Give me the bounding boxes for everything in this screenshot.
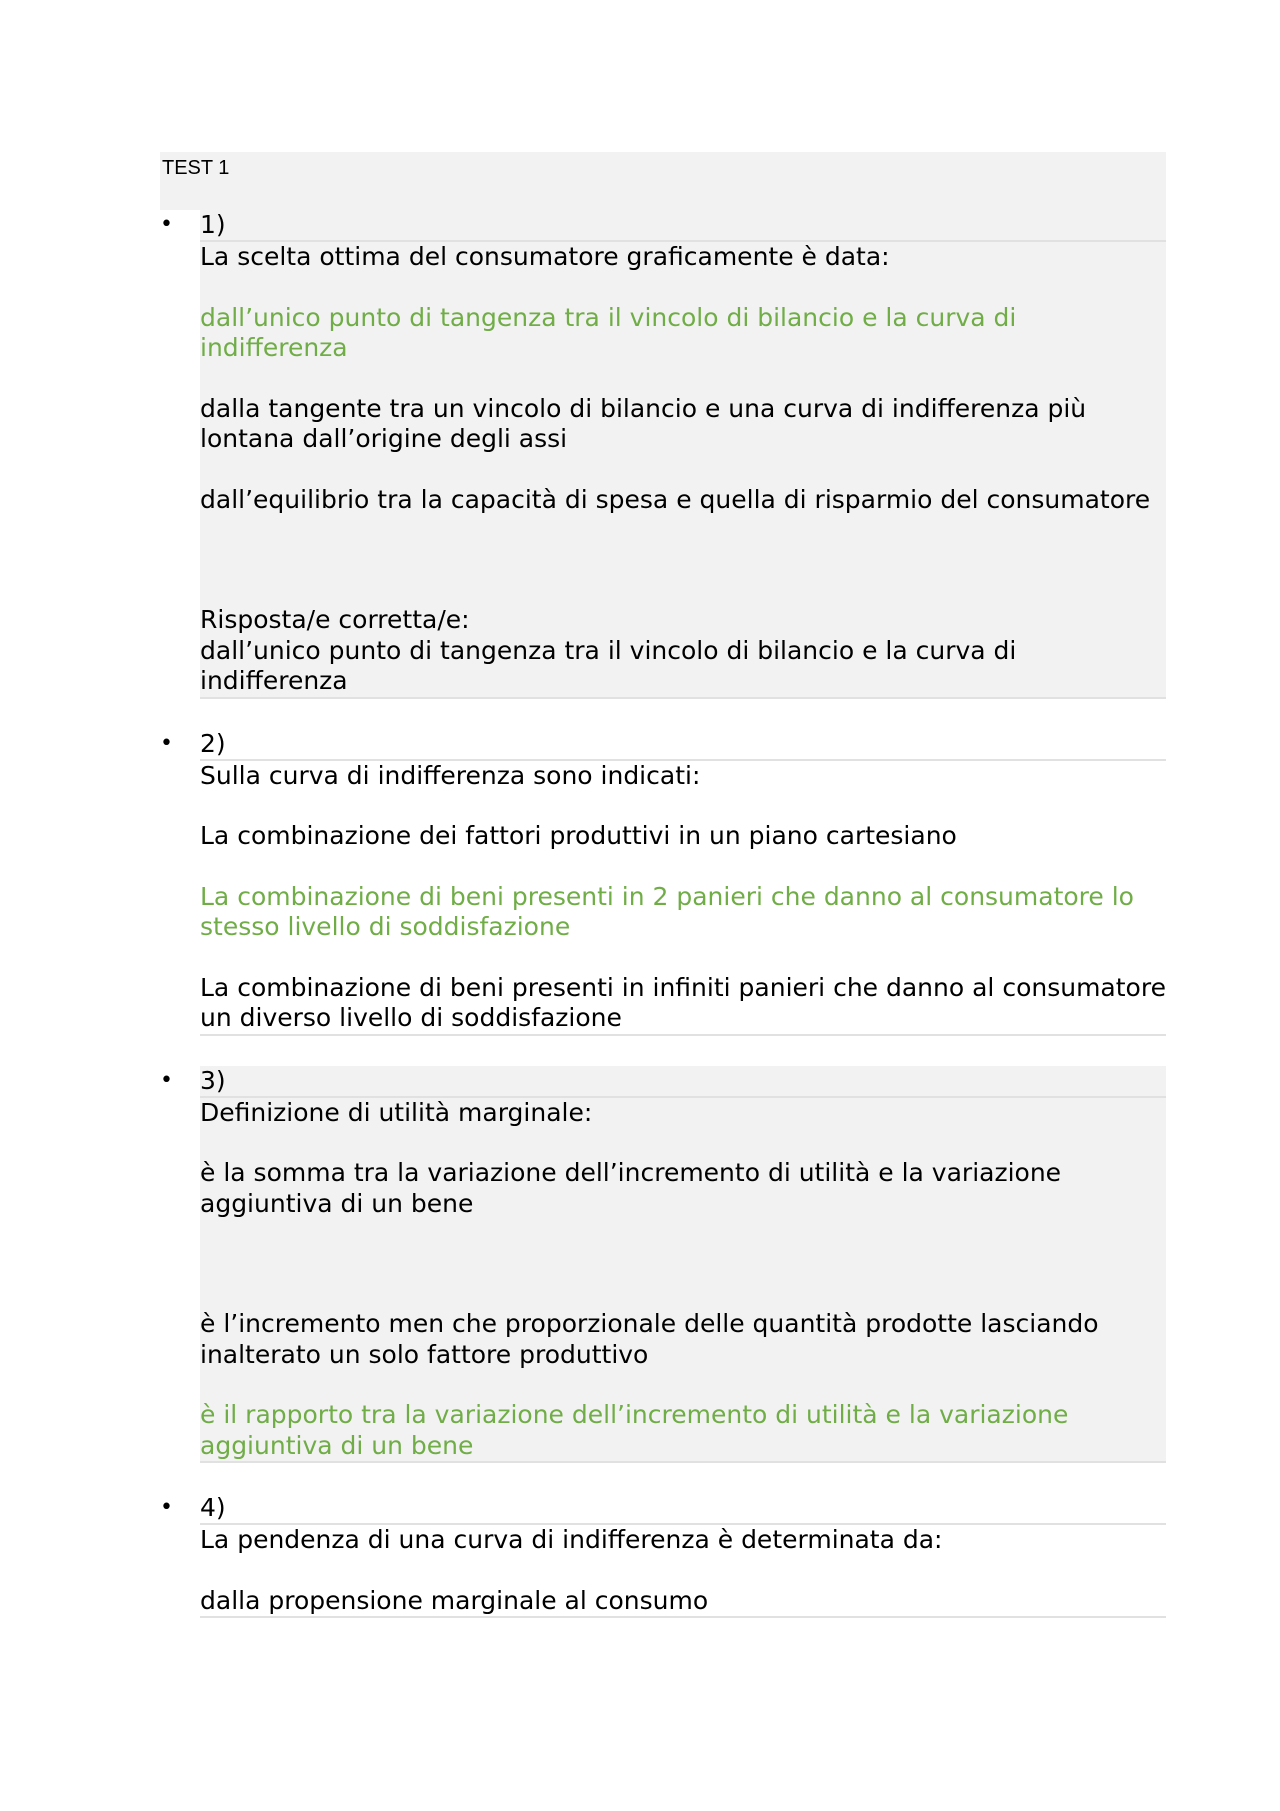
- answer-option: La combinazione di beni presenti in infiniti panieri che danno al consumatore un diverso livello di soddisfazione: [200, 972, 1166, 1032]
- answer-option-correct: dall’unico punto di tangenza tra il vincolo di bilancio e la curva di indifferenza: [200, 302, 1017, 362]
- spacer: [160, 1036, 1166, 1066]
- question-number: 1): [200, 210, 1166, 242]
- question-3: [160, 1066, 1166, 1464]
- answer-option: è l’incremento men che proporzionale delle quantità prodotte lasciando inalterato un solo fattore produttivo: [200, 1309, 1099, 1369]
- bullet: •: [160, 1067, 173, 1093]
- answer-option: dalla tangente tra un vincolo di bilancio e una curva di indifferenza più lontana dall’origine degli assi: [200, 393, 1087, 453]
- correct-answer-label: Risposta/e corretta/e:: [200, 605, 470, 634]
- question-number: 4): [200, 1493, 1166, 1525]
- question-body: [200, 1098, 1166, 1464]
- answer-option: La combinazione dei fattori produttivi in un piano cartesiano: [200, 821, 957, 850]
- spacer: [160, 699, 1166, 729]
- spacer: [160, 1463, 1166, 1493]
- test-title: TEST 1: [160, 152, 1166, 210]
- answer-option-correct: La combinazione di beni presenti in 2 panieri che danno al consumatore lo stesso livello di soddisfazione: [200, 881, 1134, 941]
- answer-option: è la somma tra la variazione dell’incremento di utilità e la variazione aggiuntiva di un bene: [200, 1158, 1062, 1218]
- question-text: Sulla curva di indifferenza sono indicati:: [200, 760, 701, 790]
- question-body: [200, 761, 1166, 1036]
- bullet: •: [160, 1495, 173, 1520]
- correct-answer-value: dall’unico punto di tangenza tra il vincolo di bilancio e la curva di indifferenza: [200, 635, 1017, 695]
- bullet: •: [160, 212, 173, 237]
- question-body: [200, 242, 1166, 699]
- question-number: 2): [200, 729, 1166, 761]
- question-text: La pendenza di una curva di indifferenza è determinata da:: [200, 1525, 943, 1554]
- question-number: 3): [200, 1066, 1166, 1098]
- answer-option: dall’equilibrio tra la capacità di spesa e quella di risparmio del consumatore: [200, 484, 1151, 514]
- answer-option: dalla propensione marginale al consumo: [200, 1585, 709, 1615]
- question-1: [160, 210, 1166, 699]
- question-text: Definizione di utilità marginale:: [200, 1097, 593, 1127]
- question-text: La scelta ottima del consumatore graficamente è data:: [200, 242, 890, 271]
- bullet: •: [160, 730, 173, 756]
- document-page: [160, 152, 1166, 1618]
- answer-option-correct: è il rapporto tra la variazione dell’incremento di utilità e la variazione aggiuntiva di un bene: [200, 1400, 1069, 1460]
- question-2: [160, 729, 1166, 1036]
- question-body: [200, 1525, 1166, 1618]
- question-4: [160, 1493, 1166, 1618]
